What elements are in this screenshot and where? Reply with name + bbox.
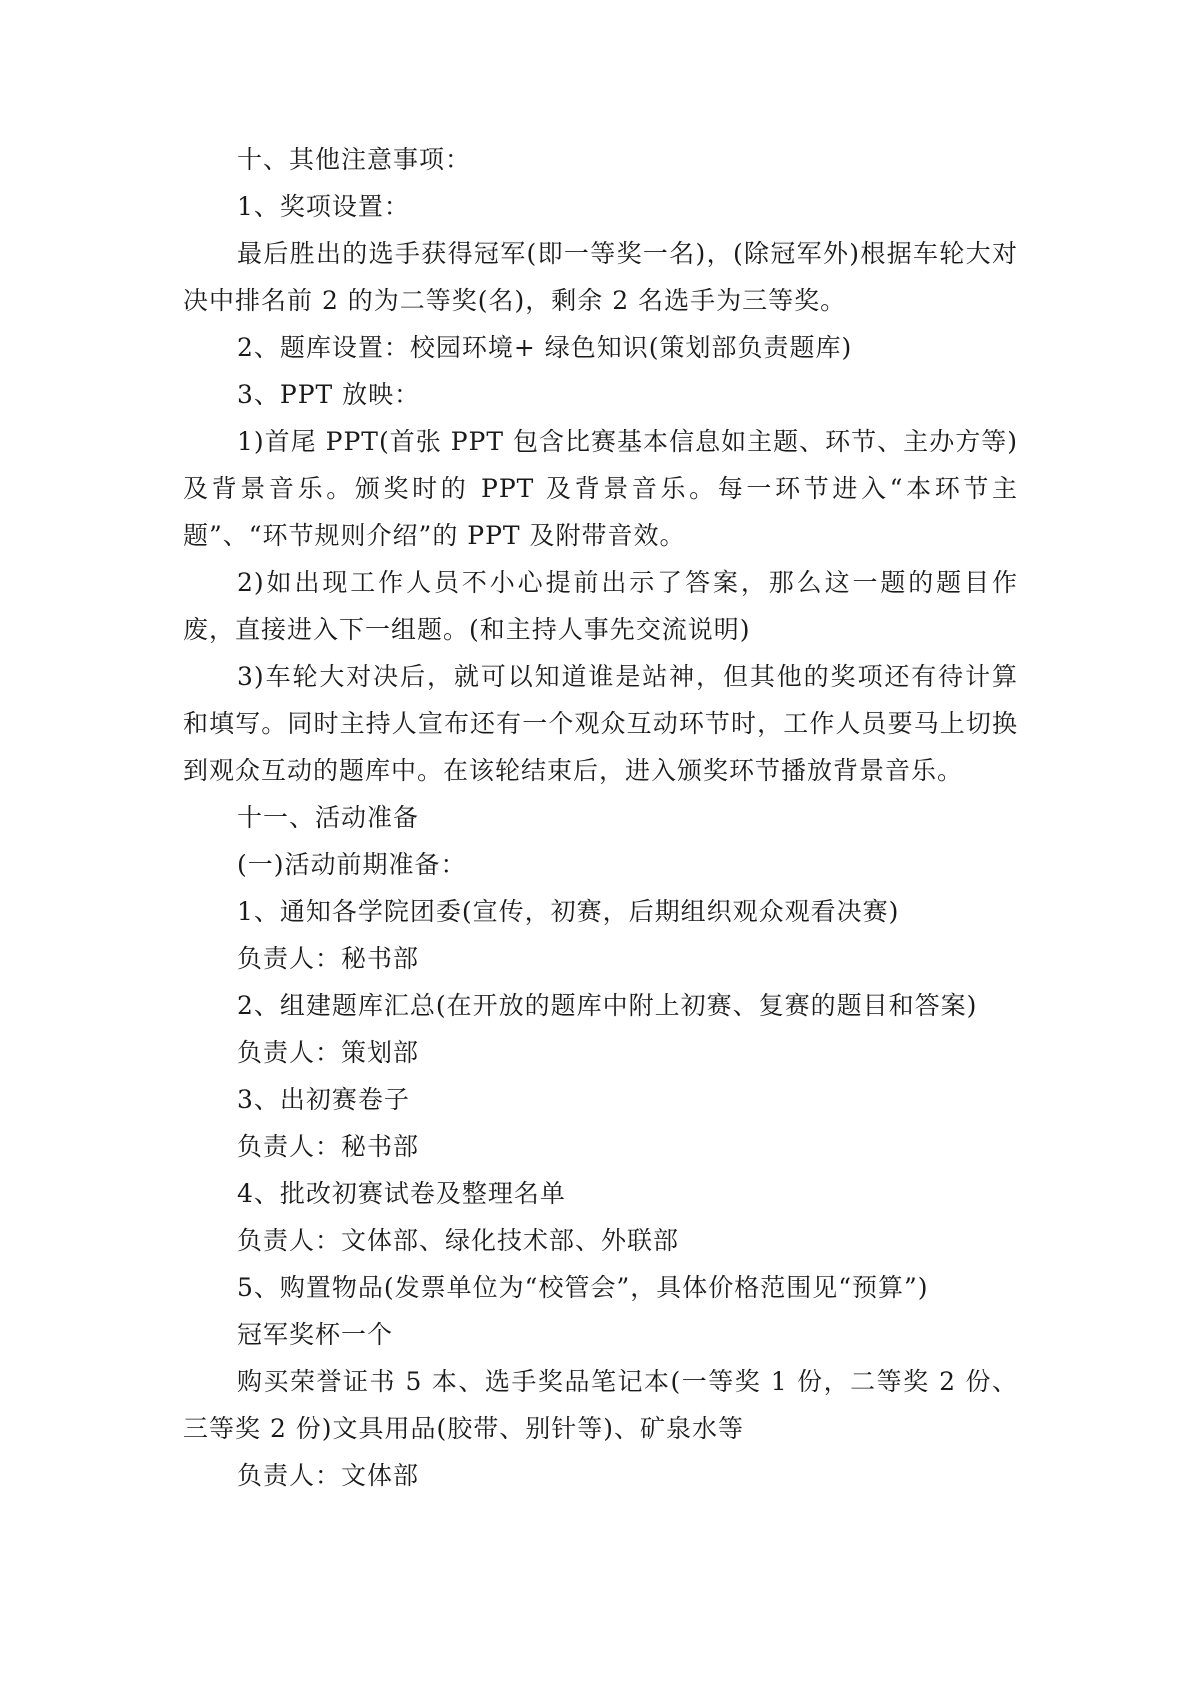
purchase-trophy: 冠军奖杯一个 [237,1320,394,1349]
list-item-notify: 1、通知各学院团委(宣传，初赛，后期组织观众观看决赛) [237,897,900,926]
responsible-line: 负责人：文体部、绿化技术部、外联部 [237,1226,680,1255]
subheading-award-settings: 1、奖项设置： [237,192,410,221]
responsible-line: 负责人：文体部 [237,1461,420,1490]
responsible-line: 负责人：秘书部 [237,944,420,973]
paragraph-ppt-item-2: 2)如出现工作人员不小心提前出示了答案，那么这一题的题目作废，直接进入下一组题。(和主持人事先交流说明) [183,568,1018,644]
subheading-early-prep: (一)活动前期准备： [237,850,467,879]
paragraph-award-details: 最后胜出的选手获得冠军(即一等奖一名)，(除冠军外)根据车轮大对决中排名前 2 的为二等奖(名)，剩余 2 名选手为三等奖。 [183,239,1018,315]
purchase-items: 购买荣誉证书 5 本、选手奖品笔记本(一等奖 1 份，二等奖 2 份、三等奖 2 份)文具用品(胶带、别针等)、矿泉水等 [183,1367,1018,1443]
section-heading-activity-prep: 十一、活动准备 [237,803,420,832]
list-item-grading: 4、批改初赛试卷及整理名单 [237,1179,566,1208]
paragraph-ppt-item-3: 3)车轮大对决后，就可以知道谁是站神，但其他的奖项还有待计算和填写。同时主持人宣布还有一个观众互动环节时，工作人员要马上切换到观众互动的题库中。在该轮结束后，进入颁奖环节播放背景音乐。 [183,662,1018,785]
document-body [183,136,1018,1499]
list-item-purchase: 5、购置物品(发票单位为“校管会”，具体价格范围见“预算”) [237,1273,929,1302]
responsible-line: 负责人：秘书部 [237,1132,420,1161]
list-item-exam-paper: 3、出初赛卷子 [237,1085,410,1114]
responsible-line: 负责人：策划部 [237,1038,420,1067]
subheading-ppt-show: 3、PPT 放映： [237,380,421,409]
section-heading-other-notes: 十、其他注意事项： [237,145,472,174]
paragraph-ppt-item-1: 1)首尾 PPT(首张 PPT 包含比赛基本信息如主题、环节、主办方等)及背景音乐。颁奖时的 PPT 及背景音乐。每一环节进入“本环节主题”、“环节规则介绍”的 PPT 及附带音效。 [183,427,1018,550]
list-item-question-bank: 2、组建题库汇总(在开放的题库中附上初赛、复赛的题目和答案) [237,991,978,1020]
subheading-question-bank: 2、题库设置：校园环境+ 绿色知识(策划部负责题库) [237,333,853,362]
